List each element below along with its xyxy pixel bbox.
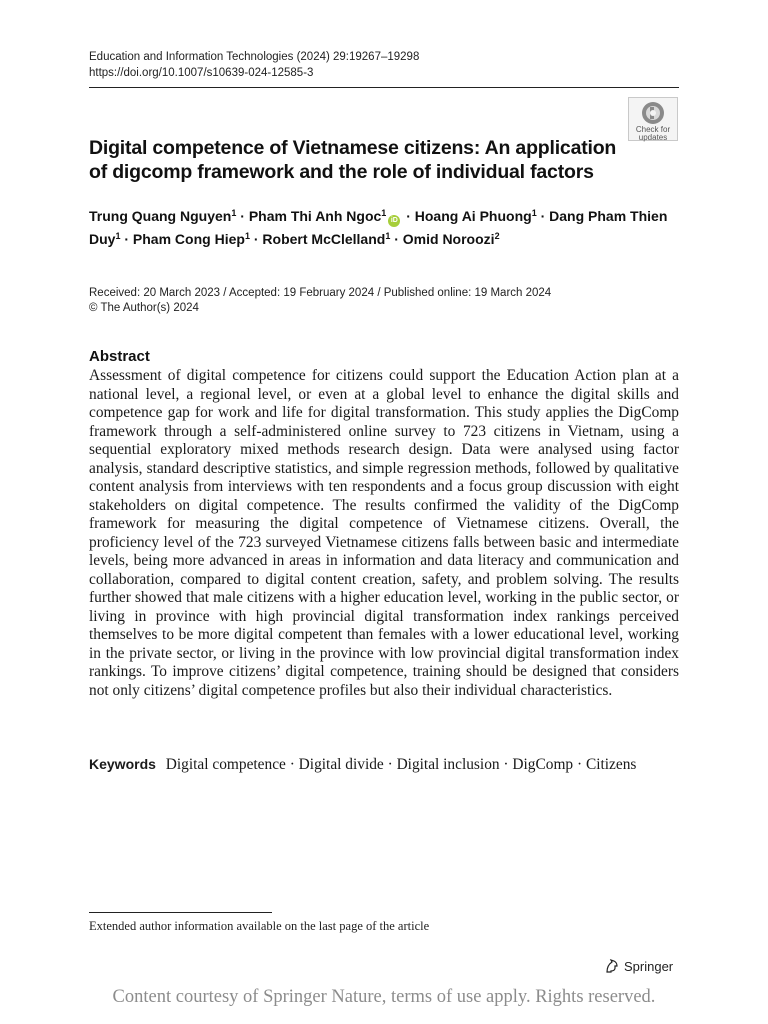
author-affiliation-marker: 1 [385,231,391,241]
keywords-label: Keywords [89,756,156,772]
abstract-heading: Abstract [89,348,150,365]
author-affiliation-marker: 1 [231,208,237,218]
author-list [89,205,679,251]
publisher-logo [604,958,673,974]
author-name[interactable]: Dang Pham Thien Duy [89,208,668,247]
springer-horse-icon [604,958,620,974]
abstract-text: Assessment of digital competence for citizens could support the Education Action plan at a national level, a regional level, or even at a global level to enhance the digital skills and competence gap for work and life for digital transformation. This study applies the DigComp framework through a self-administered online survey to 723 citizens in Vietnam, using a sequential exploratory mixed methods research design. Data were analysed using factor analysis, standard descriptive statistics, and simple regression methods, followed by qualitative content analysis from interviews with ten respondents and a focus group discussion with eight stakeholders on digital competence. The results confirmed the validity of the DigComp framework for measuring the digital competence of Vietnamese citizens. Overall, the proficiency level of the 723 surveyed Vietnamese citizens falls between basic and intermediate levels, being more advanced in areas in information and data literacy and communication and collaboration, compared to digital content creation, safety, and problem solving. The results further showed that male citizens with a higher education level, working in the public sector, or living in province with high provincial digital transformation index rankings perceived themselves to be more digital competent than females with a lower educational level, working in the private sector, or living in the province with low provincial digital transformation index rankings. To improve citizens’ digital competence, training should be designed that considers not only citizens’ digital competence profiles but also their individual characteristics. [89,367,679,699]
article-title: Digital competence of Vietnamese citizens: An application of digcomp framework and the role of individual factors [89,137,617,183]
author-separator: · [536,208,550,224]
author-separator: · [249,231,263,247]
author-name[interactable]: Omid Noroozi [402,231,495,247]
copyright-notice: © The Author(s) 2024 [89,302,199,314]
author-name[interactable]: Trung Quang Nguyen [89,208,232,224]
check-for-updates-icon [641,101,665,125]
author-separator: · [236,208,249,224]
publication-dates [89,286,551,316]
author-name[interactable]: Hoang Ai Phuong [414,208,532,224]
journal-citation: Education and Information Technologies (2024) 29:19267–19298 [89,51,420,63]
author-affiliation-marker: 1 [244,231,250,241]
author-affiliation-marker: 1 [115,231,121,241]
author-name[interactable]: Pham Thi Anh Ngoc [248,208,382,224]
check-for-updates-badge[interactable] [628,97,678,141]
date-history: Received: 20 March 2023 / Accepted: 19 February 2024 / Published online: 19 March 2024 [89,287,552,299]
journal-header [89,49,419,81]
doi-link[interactable]: https://doi.org/10.1007/s10639-024-12585-3 [89,67,314,79]
publisher-name: Springer [624,958,674,974]
footnote: Extended author information available on the last page of the article [89,919,430,933]
author-name[interactable]: Pham Cong Hiep [132,231,245,247]
author-separator: · [120,231,133,247]
header-divider [89,87,679,88]
watermark: Content courtesy of Springer Nature, terms of use apply. Rights reserved. [112,987,656,1007]
keywords-list: Digital competence · Digital divide · Digital inclusion · DigComp · Citizens [165,756,637,773]
author-affiliation-marker: 2 [494,231,500,241]
author-name[interactable]: Robert McClelland [262,231,386,247]
keywords [89,755,679,774]
author-affiliation-marker: 1 [381,208,387,218]
orcid-icon[interactable]: iD [388,215,400,227]
author-affiliation-marker: 1 [531,208,537,218]
author-separator: · [402,208,415,224]
footnote-divider [89,912,272,913]
check-for-updates-text: Check for updates [635,125,671,142]
author-separator: · [390,231,403,247]
